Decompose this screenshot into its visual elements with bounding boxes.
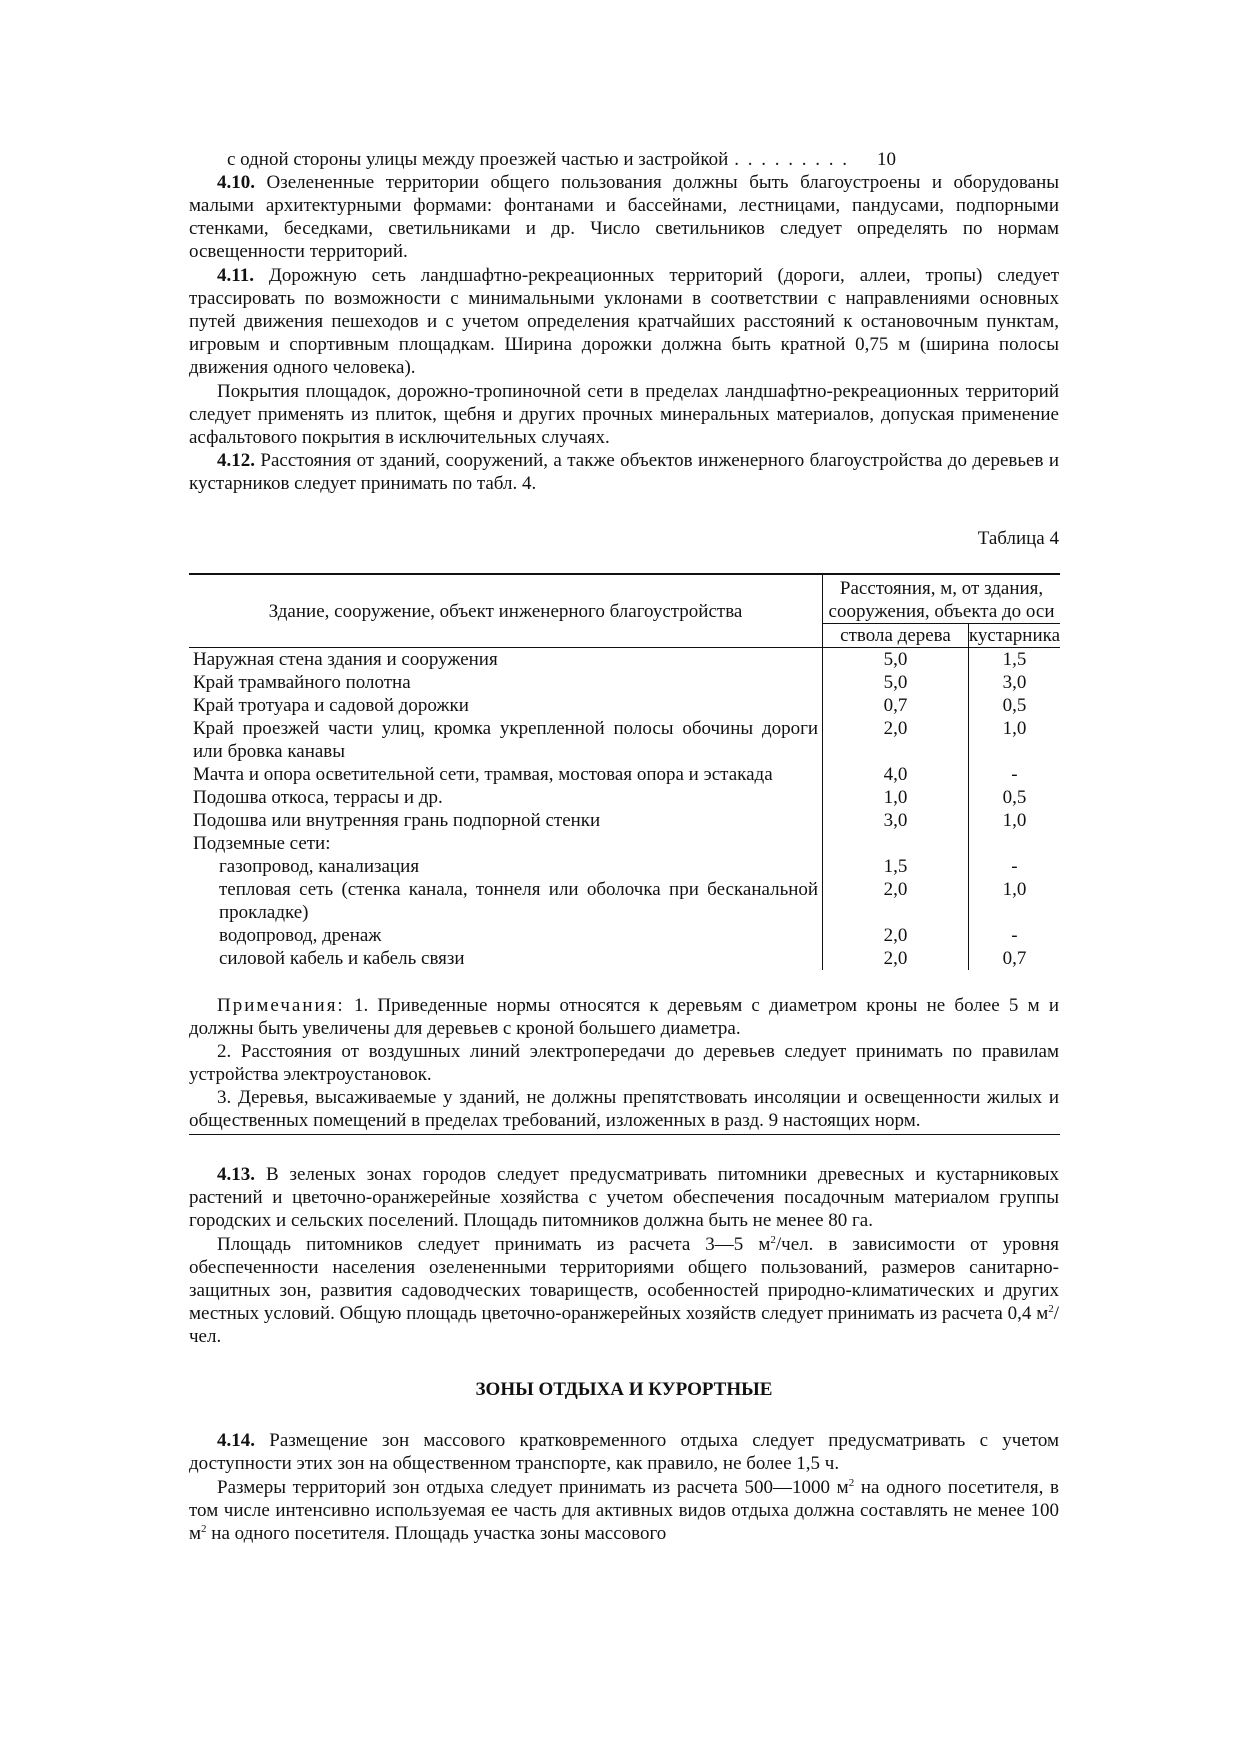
document-page [189,148,1059,1545]
paragraph-text: Размещение зон массового кратковременного отдыха следует предусматривать с учетом доступности этих зон на общественном транспорте, как правило, не более 1,5 ч. [189,1430,1059,1474]
cell-object-name: Подошва или внутренняя грань подпорной стенки [189,809,823,832]
clause-number: 4.10. [217,172,255,193]
text-part: Размеры территорий зон отдыха следует принимать из расчета 500—1000 м [217,1477,849,1498]
cell-tree-distance: 2,0 [823,947,969,970]
cell-shrub-distance: 0,5 [1002,787,1027,808]
table-bottom-rule [189,1134,1060,1135]
cell-shrub-distance: - [1011,925,1018,946]
table-row [189,694,1060,717]
cell-tree-distance: 3,0 [823,809,969,832]
paragraph-4-12 [189,449,1059,495]
paragraph-text: В зеленых зонах городов следует предусматривать питомники древесных и кустарниковых растений и цветочно-оранжерейные хозяйства с учетом обеспечения посадочным материалом группы городских и сельских поселений. Площадь питомников должна быть не менее 80 га. [189,1164,1059,1231]
cell-object-name: газопровод, канализация [189,855,823,878]
section-heading: ЗОНЫ ОТДЫХА И КУРОРТНЫЕ [475,1379,773,1400]
cell-tree-distance: 2,0 [823,878,969,924]
cell-shrub-distance: 0,7 [1002,948,1027,969]
paragraph-4-13 [189,1163,1059,1232]
table-row [189,832,1060,855]
note-1-text: 1. Приведенные нормы относятся к деревьям с диаметром кроны не более 5 м и должны быть увеличены для деревьев с кроной большего диаметра. [189,995,1059,1039]
distance-table [189,573,1060,970]
clause-number: 4.14. [217,1430,255,1451]
paragraph-4-11-continued: Покрытия площадок, дорожно-тропиночной сети в пределах ландшафтно-рекреационных территорий следует применять из плиток, щебня и других прочных минеральных материалов, допуская применение асфальтового покрытия в исключительных случаях. [189,381,1059,448]
cell-object-name: силовой кабель и кабель связи [189,947,823,970]
paragraph-4-14 [189,1429,1059,1475]
cell-shrub-distance: 1,0 [1002,879,1027,900]
cell-object-name: Край тротуара и садовой дорожки [189,694,823,717]
table-body [189,648,1060,971]
text-part: на одного посетителя. Площадь участка зоны массового [206,1523,667,1544]
cell-tree-distance: 4,0 [823,763,969,786]
cell-shrub-distance: 1,0 [1002,718,1027,739]
table-notes [189,994,1059,1132]
superscript: 2 [201,1523,207,1535]
table-row [189,763,1060,786]
cell-object-name: Наружная стена здания и сооружения [189,648,823,672]
paragraph-text: Озелененные территории общего пользования должны быть благоустроены и оборудованы малыми архитектурными формами: фонтанами и бассейнами, лестницами, пандусами, подпорными стенками, беседками, светильниками и др. Число светильников следует определять по нормам освещенности территорий. [189,172,1059,262]
note-3: 3. Деревья, высаживаемые у зданий, не должны препятствовать инсоляции и освещенности жилых и общественных помещений в пределах требований, изложенных в разд. 9 настоящих норм. [189,1087,1059,1131]
lead-line-text: с одной стороны улицы между проезжей частью и застройкой [227,149,729,170]
note-2: 2. Расстояния от воздушных линий электропередачи до деревьев следует принимать по правилам устройства электроустановок. [189,1041,1059,1085]
table-caption: Таблица 4 [977,528,1059,549]
cell-tree-distance: 1,5 [823,855,969,878]
table-header-row [189,574,1060,624]
lead-line-value: 10 [877,149,897,170]
paragraph-text: Расстояния от зданий, сооружений, а также объектов инженерного благоустройства до деревьев и кустарников следует принимать по табл. 4. [189,450,1059,494]
clause-number: 4.11. [217,265,254,286]
paragraph-4-11 [189,264,1059,379]
notes-label: Примечания: [217,995,345,1016]
table-row [189,671,1060,694]
cell-object-name: водопровод, дренаж [189,924,823,947]
cell-tree-distance: 1,0 [823,786,969,809]
clause-number: 4.13. [217,1164,255,1185]
cell-tree-distance [823,832,969,855]
cell-shrub-distance: - [1011,856,1018,877]
cell-shrub-distance: 1,5 [1002,649,1027,670]
superscript: 2 [1048,1303,1054,1315]
cell-shrub-distance: 3,0 [1002,672,1027,693]
cell-tree-distance: 5,0 [823,671,969,694]
cell-object-name: Край проезжей части улиц, кромка укрепленной полосы обочины дороги или бровка канавы [189,717,823,763]
header-shrub-column: кустарника [968,625,1060,646]
cell-shrub-distance: - [1011,764,1018,785]
paragraph-4-10 [189,171,1059,263]
header-object-column: Здание, сооружение, объект инженерного благоустройства [189,574,823,648]
cell-tree-distance: 0,7 [823,694,969,717]
cell-shrub-distance [968,832,1060,855]
table-row [189,648,1060,672]
cell-object-name: Край трамвайного полотна [189,671,823,694]
table-row [189,786,1060,809]
header-tree-column: ствола дерева [823,624,969,648]
cell-tree-distance: 2,0 [823,717,969,763]
text-part: /чел. в зависимости от уровня обеспеченности населения озелененными территориями общего пользований, размеров санитарно-защитных зон, развития садоводческих товариществ, особенностей природно-климатических и других местных условий. Общую площадь цветочно-оранжерейных хозяйств следует принимать из расчета 0,4 м [189,1234,1059,1324]
cell-object-name: Мачта и опора осветительной сети, трамвая, мостовая опора и эстакада [189,763,823,786]
cell-object-name: Подошва откоса, террасы и др. [189,786,823,809]
paragraph-text: Дорожную сеть ландшафтно-рекреационных территорий (дороги, аллеи, тропы) следует трассировать по возможности с минимальными уклонами в соответствии с направлениями основных путей движения пешеходов и с учетом определения кратчайших расстояний к остановочным пунктам, игровым и спортивным площадкам. Ширина дорожки должна быть кратной 0,75 м (ширина полосы движения одного человека). [189,265,1060,378]
superscript: 2 [848,1477,855,1489]
note-1 [189,994,1059,1040]
lead-line-dots: . . . . . . . . . [734,149,850,170]
header-distance-group: Расстояния, м, от здания, сооружения, объекта до оси [823,574,1060,624]
table-row [189,855,1060,878]
paragraph-4-14-continued [189,1476,1059,1545]
table-row [189,924,1060,947]
text-part: /чел. [189,1303,1059,1347]
text-part: Площадь питомников следует принимать из расчета 3—5 м [217,1234,771,1255]
clause-number: 4.12. [217,450,255,471]
table-row [189,809,1060,832]
table-row [189,717,1060,763]
paragraph-4-13-continued [189,1233,1059,1348]
lead-line [189,148,1059,171]
table-row [189,947,1060,970]
cell-object-name: тепловая сеть (стенка канала, тоннеля или оболочка при бесканальной прокладке) [189,878,823,924]
cell-shrub-distance: 0,5 [1002,695,1027,716]
table-row [189,878,1060,924]
superscript: 2 [770,1234,776,1246]
text-part: на одного посетителя, в том числе интенсивно используемая ее часть для активных видов отдыха должна составлять не менее 100 м [189,1477,1059,1544]
cell-shrub-distance: 1,0 [1002,810,1027,831]
cell-tree-distance: 5,0 [823,648,969,672]
cell-tree-distance: 2,0 [823,924,969,947]
cell-object-name: Подземные сети: [189,832,823,855]
